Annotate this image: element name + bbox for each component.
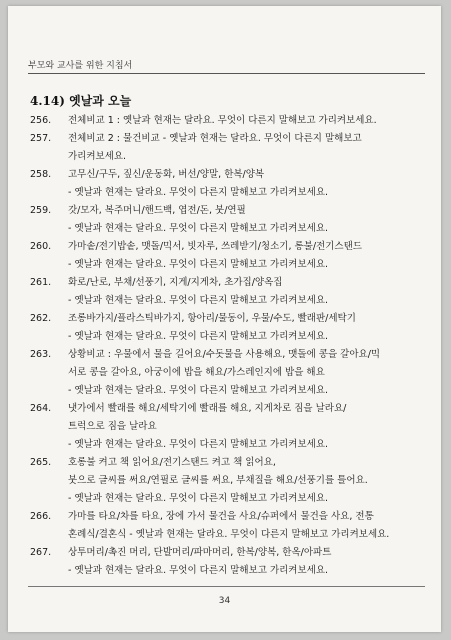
- item-text: 가마솥/전기밥솥, 맷돌/믹서, 빗자루, 쓰레받기/청소기, 롱불/전기스탠드: [68, 241, 362, 252]
- item-line: [30, 436, 427, 454]
- list-item: [30, 508, 427, 544]
- item-text: 트럭으로 짐을 날라요: [68, 421, 157, 432]
- list-item: [30, 112, 427, 130]
- item-list: [30, 112, 427, 580]
- item-text: 상황비교 : 우물에서 물을 길어요/수돗물을 사용해요, 맷돌에 콩을 갈아요/믹: [68, 349, 381, 360]
- item-line: [30, 274, 427, 292]
- item-number: 262.: [30, 313, 52, 324]
- item-text: - 옛날과 현재는 달라요. 무엇이 다른지 말해보고 가리켜보세요.: [68, 295, 329, 306]
- list-item: [30, 130, 427, 166]
- item-number: 260.: [30, 241, 52, 252]
- page-number: 34: [218, 596, 231, 606]
- item-line: [30, 544, 427, 562]
- item-text: - 옛날과 현재는 달라요. 무엇이 다른지 말해보고 가리켜보세요.: [68, 331, 329, 342]
- item-number: 259.: [30, 205, 52, 216]
- list-item: [30, 238, 427, 274]
- item-line: [30, 418, 427, 436]
- item-number: 257.: [30, 133, 52, 144]
- item-number: 263.: [30, 349, 52, 360]
- item-text: - 옛날과 현재는 달라요. 무엇이 다른지 말해보고 가리켜보세요.: [68, 223, 329, 234]
- item-line: [30, 130, 427, 148]
- item-number: 265.: [30, 457, 52, 468]
- item-line: [30, 166, 427, 184]
- item-line: [30, 310, 427, 328]
- item-line: [30, 382, 427, 400]
- item-line: [30, 508, 427, 526]
- item-line: [30, 184, 427, 202]
- section-title: 4.14) 옛날과 오늘: [30, 94, 132, 108]
- item-text: - 옛날과 현재는 달라요. 무엇이 다른지 말해보고 가리켜보세요.: [68, 187, 329, 198]
- item-text: 고무신/구두, 짚신/운동화, 버선/양말, 한복/양복: [68, 169, 265, 180]
- item-text: - 옛날과 현재는 달라요. 무엇이 다른지 말해보고 가리켜보세요.: [68, 565, 329, 576]
- item-line: [30, 472, 427, 490]
- item-line: [30, 202, 427, 220]
- item-text: 호롱불 켜고 책 읽어요/전기스탠드 켜고 책 읽어요,: [68, 457, 276, 468]
- item-line: [30, 400, 427, 418]
- item-line: [30, 328, 427, 346]
- item-line: [30, 148, 427, 166]
- item-number: 258.: [30, 169, 52, 180]
- item-line: [30, 256, 427, 274]
- list-item: [30, 400, 427, 454]
- item-number: 256.: [30, 115, 52, 126]
- document-page: [8, 6, 441, 632]
- item-number: 264.: [30, 403, 52, 414]
- item-line: [30, 490, 427, 508]
- list-item: [30, 346, 427, 400]
- item-line: [30, 454, 427, 472]
- running-header: 부모와 교사를 위한 지침서: [28, 61, 133, 71]
- item-text: - 옛날과 현재는 달라요. 무엇이 다른지 말해보고 가리켜보세요.: [68, 439, 329, 450]
- item-text: 전체비교 2 : 물건비교 - 옛날과 현재는 달라요. 무엇이 다른지 말해보고: [68, 133, 362, 144]
- item-number: 261.: [30, 277, 52, 288]
- item-text: - 옛날과 현재는 달라요. 무엇이 다른지 말해보고 가리켜보세요.: [68, 493, 329, 504]
- list-item: [30, 202, 427, 238]
- list-item: [30, 310, 427, 346]
- item-text: 가리켜보세요.: [68, 151, 127, 162]
- item-text: 상투머리/촉진 머리, 단발머리/파마머리, 한복/양복, 한옥/아파트: [68, 547, 332, 558]
- item-text: 혼례식/결혼식 - 옛날과 현재는 달라요. 무엇이 다른지 말해보고 가리켜보세요.: [68, 529, 390, 540]
- item-text: 갓/모자, 복주머니/핸드백, 엽전/돈, 붓/연필: [68, 205, 246, 216]
- item-text: 가마를 타요/차를 타요, 장에 가서 물건을 사요/슈퍼에서 물건을 사요, 전통: [68, 511, 374, 522]
- item-line: [30, 346, 427, 364]
- item-line: [30, 220, 427, 238]
- item-text: 서로 콩을 갈아요, 아궁이에 밥을 해요/가스레인지에 밥을 해요: [68, 367, 325, 378]
- list-item: [30, 454, 427, 508]
- list-item: [30, 544, 427, 580]
- item-text: 화로/난로, 부채/선풍기, 지게/지게차, 초가집/양옥집: [68, 277, 283, 288]
- item-line: [30, 292, 427, 310]
- item-line: [30, 112, 427, 130]
- item-line: [30, 364, 427, 382]
- item-number: 267.: [30, 547, 52, 558]
- item-line: [30, 562, 427, 580]
- item-text: 전체비교 1 : 옛날과 현재는 달라요. 무엇이 다른지 말해보고 가리켜보세요.: [68, 115, 377, 126]
- item-number: 266.: [30, 511, 52, 522]
- item-text: 붓으로 글씨를 써요/연필로 글씨를 써요, 부채질을 해요/선풍기를 틀어요.: [68, 475, 368, 486]
- item-text: 냇가에서 빨래를 해요/세탁기에 빨래를 해요, 지게차로 짐을 날라요/: [68, 403, 347, 414]
- item-text: - 옛날과 현재는 달라요. 무엇이 다른지 말해보고 가리켜보세요.: [68, 385, 329, 396]
- footer-divider: [28, 586, 425, 587]
- item-text: 조롱바가지/플라스틱바가지, 항아리/물동이, 우물/수도, 빨래판/세탁기: [68, 313, 356, 324]
- item-line: [30, 238, 427, 256]
- list-item: [30, 166, 427, 202]
- item-text: - 옛날과 현재는 달라요. 무엇이 다른지 말해보고 가리켜보세요.: [68, 259, 329, 270]
- item-line: [30, 526, 427, 544]
- list-item: [30, 274, 427, 310]
- header-divider: [28, 73, 425, 74]
